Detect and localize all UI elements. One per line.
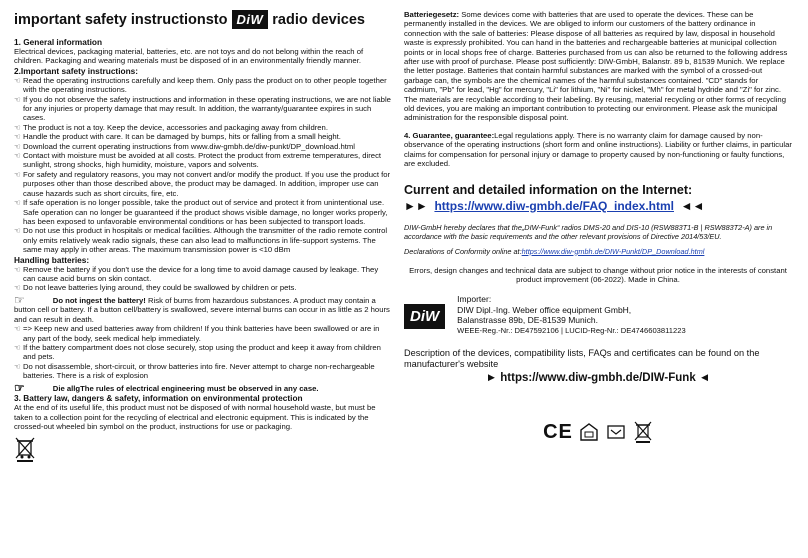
description-text: Description of the devices, compatibility lists, FAQs and certificates can be found on the manufacturer's website <box>404 348 760 370</box>
circle-hand-icon: ☜ <box>14 94 21 104</box>
importer-label: Importer: <box>457 294 492 305</box>
house-indoor-icon <box>579 422 599 442</box>
list-item: ☜ Download the current operating instructions from www.diw-gmbh.de/diw-punkt/DP_download.html <box>14 141 356 151</box>
website-link[interactable]: ► https://www.diw-gmbh.de/DIW-Funk ◄ <box>485 372 711 385</box>
section-2-heading: 2.Important safety instructions: <box>14 65 139 76</box>
battery-law-text: Batteriegesetz: Some devices come with batteries that are used to operate the devices. These can be permanently installed in the devices. We are obliged to inform our customers of the battery ordinance in connection with the sale of batteries: Please dispose of all batteries as required by law, disposal in household waste is expressly prohibited. You can hand in the batteries and rechargeable batteries at municipal collection points or in local shops free of charge. Batteries purchased from us can also be returned to the following address after use with proof of purchase. Please post sufficiently: DIW-GmbH, Balanstr. 89 b, 81539 Munich. We replace the letter postage. Batteries that contain harmful substances are marked with the symbol of a crossed-out garbage can, the symbols are the chemical names of the harmful substances contained. "CD" stands for cadmium, "Pb" for lead, "Hg" for mercury, "Li" for lithium, "Ni" for nickel, "Mh" for metal hydride and "Zi" for zinc. The materials are recyclable according to their labeling. By reusing, material recycling or other forms of recycling old devices, you are making an important contribution to protecting our environment. Please ask the municipal administration for the responsible disposal point. <box>404 10 788 123</box>
importer-name: DIW Dipl.-Ing. Weber office equipment GmbH, <box>457 304 632 315</box>
circle-hand-icon: ☜ <box>14 361 21 371</box>
left-column <box>14 10 392 467</box>
circle-hand-icon: ☜ <box>14 198 21 208</box>
faq-link[interactable]: https://www.diw-gmbh.de/FAQ_index.html <box>434 198 674 213</box>
section-1-heading: 1. General information <box>14 37 103 47</box>
diw-logo: DiW <box>232 10 269 29</box>
list-item: ☜ Read the operating instructions carefully and keep them. Only pass the product on to other people together with the operating instructions. <box>14 75 387 95</box>
warning-hand-icon: ☞ <box>14 380 25 395</box>
list-item: ☜ For safety and regulatory reasons, you may not convert and/or modify the product. If you use the product for purposes other than those described above, the product may be damaged. In addition, improper use can cause hazards such as short circuits, fire, etc. <box>14 169 391 198</box>
list-item: ☜ Do not use this product in hospitals or medical facilities. Although the transmitter of the radio remote control only emits relatively weak radio signals, these can also lead to malfunctions in life-support systems. The same may apply in other areas. The maximum transmission power is <10 dBm <box>14 226 388 255</box>
certification-marks <box>404 420 792 444</box>
handling-heading: Handling batteries: <box>14 254 90 265</box>
recycle-paper-icon <box>605 422 627 442</box>
importer-logo: DiW <box>404 304 445 329</box>
arrow-right-icon: ►► <box>404 198 428 213</box>
arrow-left-icon: ◄◄ <box>680 198 705 213</box>
conformity-line: Declarations of Conformity online at:https://www.diw-gmbh.de/DIW-Punkt/DP_Download.html <box>404 246 705 256</box>
list-item: ☜ If the battery compartment does not close securely, stop using the product and keep it away from children and pets. <box>14 343 381 362</box>
list-item: ☜ Contact with moisture must be avoided at all costs. Protect the product from extreme temperatures, direct sunlight, strong shocks, high humidity, moisture, vapors and solvents. <box>14 151 382 170</box>
right-column <box>404 10 792 444</box>
section-3-text: At the end of its useful life, this product must not be disposed of with normal household waste, but must be taken to a collection point for the recycling of electrical and electronic equipment. This is indicated by the crossed-out wheeled bin symbol on the product, instructions for use or packaging. <box>14 403 376 432</box>
circle-hand-icon: ☜ <box>14 141 21 151</box>
crossed-bin-icon <box>633 420 653 444</box>
circle-hand-icon: ☜ <box>14 226 21 236</box>
circle-hand-icon: ☜ <box>14 343 21 353</box>
importer-block <box>404 294 792 336</box>
circle-hand-icon: ☜ <box>14 132 21 142</box>
list-item: ☜ The product is not a toy. Keep the device, accessories and packaging away from children. <box>14 122 328 132</box>
rules-warning: ☞ Die allgThe rules of electrical engineering must be observed in any case. <box>14 380 319 395</box>
guarantee-text: 4. Guarantee, guarantee:Legal regulations apply. There is no warranty claim for damage caused by non-observance of the operating instructions (short form and online instructions). Liability or further claims, in particular claims for compensation for personal injury or damage to property caused by non-functioning or faulty functions, are excluded. <box>404 130 792 169</box>
list-item: ☜ If safe operation is no longer possible, take the product out of service and protect it from unintentional use. Safe operation can no longer be guaranteed if the product shows visible damage, no longer works properly, has been exposed to unfavorable environmental conditions or has been subjected to transport loads. <box>14 198 388 226</box>
conformity-link[interactable]: https://www.diw-gmbh.de/DIW-Punkt/DP_Download.html <box>521 246 705 256</box>
list-item: ☜ Remove the battery if you don't use the device for a long time to avoid damage caused by leakage. They can cause acid burns on skin contact. <box>14 264 379 283</box>
crossed-bin-icon <box>14 436 36 462</box>
safety-bullets <box>14 76 392 255</box>
page-title <box>14 10 392 29</box>
importer-address: Balanstrasse 89b, DE-81539 Munich. <box>457 315 598 326</box>
section-3-heading: 3. Battery law, dangers & safety, information on environmental protection <box>14 393 303 404</box>
faq-link-row <box>404 199 792 213</box>
importer-registration: WEEE-Reg.-Nr.: DE47592106 | LUCID-Reg-Nr.: DE4746603811223 <box>457 325 686 335</box>
warning-hand-icon: ☞ <box>14 293 25 308</box>
circle-hand-icon: ☜ <box>14 122 21 132</box>
errors-notice: Errors, design changes and technical data are subject to change without prior notice in the interests of constant product improvement (06-2022). Made in China. <box>409 265 787 284</box>
list-item: ☜ Handle the product with care. It can be damaged by bumps, hits or falling from a small height. <box>14 132 341 142</box>
circle-hand-icon: ☜ <box>14 264 21 274</box>
circle-hand-icon: ☜ <box>14 324 21 334</box>
list-item: ☜ Do not leave batteries lying around, they could be swallowed by children or pets. <box>14 283 297 293</box>
title-text-b: radio devices <box>272 11 365 28</box>
list-item: ☜ If you do not observe the safety instructions and information in these operating instructions, we are not liable for any injuries or property damage that may result. In addition, the warranty/guarantee expires in such cases. <box>14 94 391 123</box>
title-text-a: important safety instructionsto <box>14 11 228 28</box>
ingest-warning: ☞ Do not ingest the battery! Risk of burns from hazardous substances. A product may contain a button cell or battery. If a button cell/battery is swallowed, severe internal burns can occur in as little as 2 hours and can result in death. <box>14 293 390 324</box>
circle-hand-icon: ☜ <box>14 151 21 161</box>
internet-heading: Current and detailed information on the Internet: <box>404 182 693 197</box>
list-item: ☜ => Keep new and used batteries away from children! If you think batteries have been swallowed or are in any part of the body, seek medical help immediately. <box>14 324 380 343</box>
declaration-text: DIW-GmbH hereby declares that the„DIW-Funk“ radios DMS-20 and DIS-10 (RSW883T1-B | RSW883T2-A) are in accordance with the basic requirements and the other relevant provisions of Directive 2014/53/EU. <box>404 222 773 241</box>
ce-mark-icon: CE <box>543 420 573 443</box>
circle-hand-icon: ☜ <box>14 169 21 179</box>
circle-hand-icon: ☜ <box>14 283 21 293</box>
section-1-text: Electrical devices, packaging material, batteries, etc. are not toys and do not belong within the reach of children. Packaging and wearing materials must be disposed of in an environmentally friendly manner. <box>14 47 364 66</box>
list-item: ☜ Do not disassemble, short-circuit, or throw batteries into fire. Never attempt to charge non-rechargeable batteries. There is a risk of explosion <box>14 361 375 381</box>
circle-hand-icon: ☜ <box>14 75 21 85</box>
